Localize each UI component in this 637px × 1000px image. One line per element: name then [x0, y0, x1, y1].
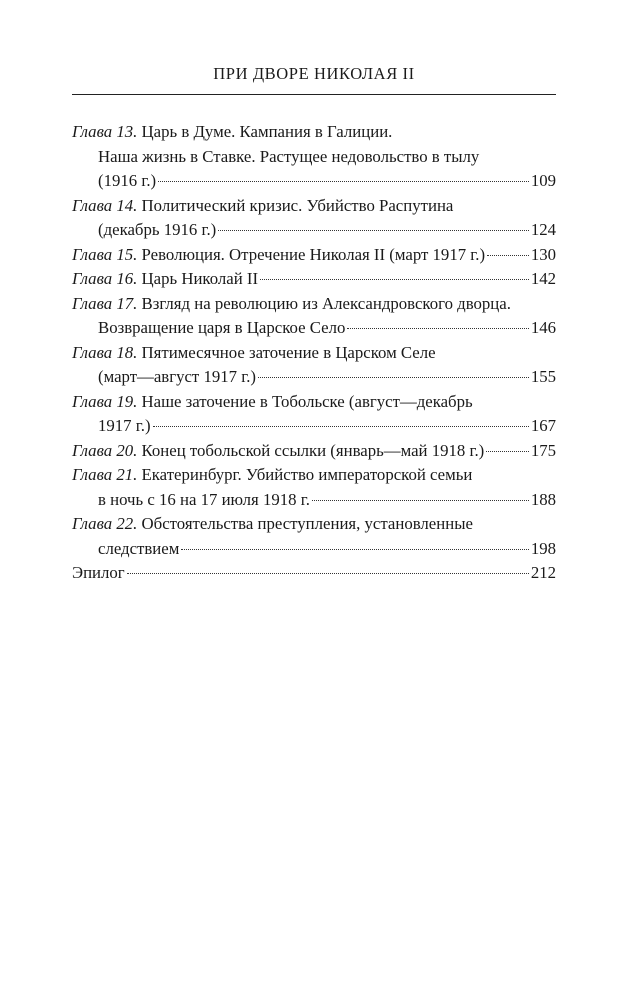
toc-line — [72, 390, 556, 415]
toc-line-text: Революция. Отречение Николая II (март 1917 г.) — [141, 244, 486, 264]
toc-line-text: Политический кризис. Убийство Распутина — [141, 195, 454, 215]
toc-entry — [72, 194, 556, 243]
toc-line-text: Эпилог — [72, 563, 125, 582]
toc-text — [98, 414, 151, 439]
toc-line — [72, 561, 556, 586]
toc-entry — [72, 120, 556, 194]
dot-leader — [258, 377, 529, 378]
dot-leader — [153, 426, 529, 427]
chapter-word: Глава — [72, 391, 113, 411]
dot-leader — [218, 230, 529, 231]
chapter-word: Глава — [72, 244, 113, 264]
page-number: 198 — [530, 538, 556, 558]
dot-leader — [260, 279, 529, 280]
chapter-label — [72, 245, 137, 264]
toc-line-text: Наше заточение в Тобольске (август—декабрь — [141, 391, 473, 411]
toc-line-text: в ночь с 16 на 17 июля 1918 г. — [98, 489, 310, 509]
chapter-word: Глава — [72, 269, 113, 288]
chapter-word: Глава — [72, 514, 113, 533]
toc-line — [72, 145, 556, 170]
running-header: ПРИ ДВОРЕ НИКОЛАЯ II — [213, 64, 415, 83]
toc-entry — [72, 512, 556, 561]
chapter-label — [72, 514, 137, 533]
toc-line-text: Екатеринбург. Убийство императорской семьи — [141, 465, 473, 484]
toc-line-text: Конец тобольской ссылки (январь—май 1918 г.) — [141, 440, 485, 460]
toc-entry — [72, 390, 556, 439]
page-number: 142 — [530, 269, 556, 288]
toc-text — [98, 169, 156, 194]
dot-leader — [312, 500, 529, 501]
dot-leader — [486, 451, 529, 452]
chapter-label — [72, 122, 137, 141]
chapter-number: 22. — [116, 514, 138, 533]
toc-text — [98, 218, 216, 243]
toc-line — [72, 414, 556, 439]
page-number: 109 — [530, 171, 556, 190]
page-number: 188 — [530, 489, 556, 509]
toc-line-text: Царь в Думе. Кампания в Галиции. — [141, 122, 393, 141]
toc-line-text: 1917 г.) — [98, 416, 151, 435]
dot-leader — [127, 573, 529, 574]
page-number: 175 — [530, 440, 556, 460]
toc-line-text: (1916 г.) — [98, 171, 157, 190]
toc-text — [72, 439, 484, 464]
toc-line — [72, 243, 556, 268]
page-number: 167 — [530, 416, 556, 435]
toc-text — [72, 561, 125, 586]
chapter-number: 18. — [116, 342, 138, 362]
toc-entry — [72, 243, 556, 268]
chapter-word: Глава — [72, 440, 113, 460]
chapter-word: Глава — [72, 293, 113, 313]
toc-line-text: Возвращение царя в Царское Село — [98, 318, 346, 337]
toc-line — [72, 439, 556, 464]
chapter-word: Глава — [72, 195, 113, 215]
chapter-number: 20. — [116, 440, 138, 460]
toc-entry — [72, 439, 556, 464]
toc-line-text: следствием — [98, 538, 180, 558]
toc-entry — [72, 267, 556, 292]
chapter-label — [72, 196, 137, 215]
toc-line — [72, 488, 556, 513]
chapter-word: Глава — [72, 465, 113, 484]
toc-line-text: Царь Николай II — [141, 269, 259, 288]
toc-line — [72, 194, 556, 219]
dot-leader — [487, 255, 529, 256]
chapter-number: 16. — [116, 269, 138, 288]
chapter-number: 14. — [116, 195, 138, 215]
toc-line-text: (декабрь 1916 г.) — [98, 220, 217, 239]
chapter-word: Глава — [72, 122, 113, 141]
page-number: 212 — [530, 563, 556, 582]
toc-line-text: Обстоятельства преступления, установленные — [141, 514, 473, 533]
toc-text — [72, 243, 485, 268]
chapter-number: 15. — [116, 244, 138, 264]
toc-text — [98, 537, 179, 562]
toc-line — [72, 512, 556, 537]
chapter-label — [72, 294, 137, 313]
dot-leader — [181, 549, 528, 550]
page-number: 130 — [530, 244, 556, 264]
toc-line — [72, 120, 556, 145]
toc-text — [98, 488, 310, 513]
chapter-number: 21. — [116, 465, 138, 484]
page-number: 155 — [530, 367, 556, 386]
chapter-label — [72, 441, 137, 460]
table-of-contents — [72, 120, 556, 586]
toc-line — [72, 218, 556, 243]
header-rule — [72, 94, 556, 95]
toc-line — [72, 341, 556, 366]
chapter-number: 13. — [116, 122, 138, 141]
toc-line — [72, 365, 556, 390]
toc-text — [72, 267, 258, 292]
dot-leader — [347, 328, 528, 329]
toc-text — [98, 365, 256, 390]
toc-line-text: (март—август 1917 г.) — [98, 367, 256, 386]
toc-line — [72, 537, 556, 562]
toc-line — [72, 316, 556, 341]
chapter-label — [72, 343, 137, 362]
toc-line-text: Взгляд на революцию из Александровского дворца. — [141, 293, 511, 313]
chapter-number: 17. — [116, 293, 138, 313]
chapter-label — [72, 465, 137, 484]
toc-line-text: Пятимесячное заточение в Царском Селе — [141, 342, 436, 362]
toc-line-text: Наша жизнь в Ставке. Растущее недовольство в тылу — [98, 146, 480, 166]
chapter-word: Глава — [72, 342, 113, 362]
chapter-label — [72, 269, 137, 288]
toc-entry — [72, 292, 556, 341]
toc-line — [72, 169, 556, 194]
toc-entry — [72, 341, 556, 390]
chapter-number: 19. — [116, 391, 138, 411]
chapter-label — [72, 392, 137, 411]
dot-leader — [158, 181, 529, 182]
toc-entry — [72, 561, 556, 586]
toc-line — [72, 463, 556, 488]
page-number: 146 — [530, 318, 556, 337]
toc-entry — [72, 463, 556, 512]
toc-line — [72, 292, 556, 317]
toc-text — [98, 316, 345, 341]
page-number: 124 — [530, 220, 556, 239]
toc-line — [72, 267, 556, 292]
